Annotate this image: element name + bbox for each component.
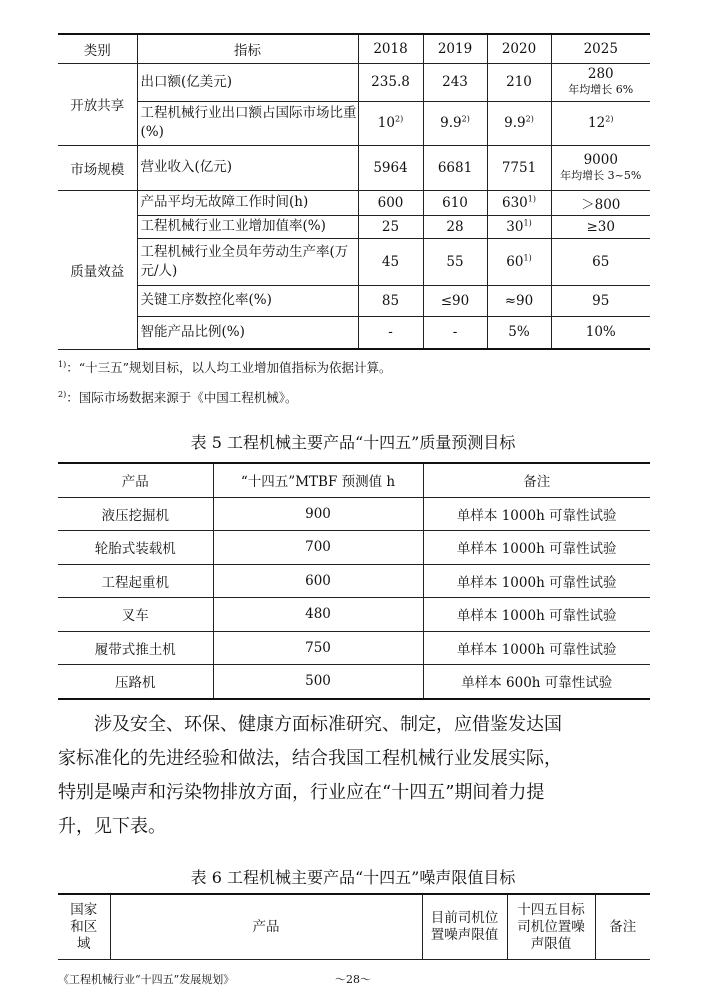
value-cell: 5964 <box>358 145 423 190</box>
noise-table <box>58 893 650 960</box>
remark-cell: 单样本 1000h 可靠性试验 <box>423 598 650 632</box>
value-cell: ≤90 <box>423 285 487 316</box>
cell-value: 60 <box>506 253 524 270</box>
footnote-1 <box>58 358 392 376</box>
value-cell <box>487 101 551 145</box>
value-cell <box>551 63 650 101</box>
indicator-cell: 营业收入(亿元) <box>137 145 358 190</box>
header-cell: 2019 <box>423 34 487 63</box>
table-row <box>58 631 650 665</box>
table-row <box>58 215 650 238</box>
paragraph-line: 家标准化的先进经验和做法，结合我国工程机械行业发展实际， <box>58 748 562 769</box>
footer-title: 《工程机械行业“十四五”发展规划》 <box>58 973 235 986</box>
cell-value: 630 <box>502 194 528 211</box>
header-cell: 目前司机位置噪声限值 <box>422 894 507 960</box>
table-row <box>58 101 650 145</box>
header-cell: 指标 <box>137 34 358 63</box>
value-cell: 10% <box>551 316 650 349</box>
growth-note: 年均增长 3~5% <box>560 168 642 182</box>
product-cell: 轮胎式装载机 <box>58 531 213 565</box>
indicator-cell: 出口额(亿美元) <box>137 63 358 101</box>
footnote-mark: 2) <box>525 114 534 124</box>
target-value: 9000 <box>583 151 618 168</box>
table-header-row <box>58 894 650 960</box>
footnote-mark: 1) <box>523 218 532 227</box>
table6-caption: 表 6 工程机械主要产品“十四五”噪声限值目标 <box>190 868 516 887</box>
header-cell: 国家和区域 <box>58 894 110 960</box>
value-cell <box>551 101 650 145</box>
indicator-cell: 智能产品比例(%) <box>137 316 358 349</box>
growth-note: 年均增长 6% <box>568 83 634 96</box>
value-cell <box>487 215 551 238</box>
value-cell: 600 <box>358 190 423 215</box>
mtbf-table <box>58 462 650 700</box>
footnote-text: ：“十三五”规划目标，以人均工业增加值指标为依据计算。 <box>66 360 392 375</box>
remark-cell: 单样本 1000h 可靠性试验 <box>423 531 650 565</box>
value-cell: 7751 <box>487 145 551 190</box>
table-row <box>58 238 650 285</box>
remark-cell: 单样本 1000h 可靠性试验 <box>423 631 650 665</box>
table-row <box>58 564 650 598</box>
cell-value: 12 <box>588 115 606 131</box>
remark-cell: 单样本 1000h 可靠性试验 <box>423 564 650 598</box>
value-cell <box>487 190 551 215</box>
indicator-cell: 工程机械行业全员年劳动生产率(万元/人) <box>137 238 358 285</box>
value-cell: ≥30 <box>551 215 650 238</box>
cell-value: 9.9 <box>440 115 462 131</box>
header-cell: 2025 <box>551 34 650 63</box>
value-cell: ＞800 <box>551 190 650 215</box>
value-cell: ≈90 <box>487 285 551 316</box>
header-cell: 2018 <box>358 34 423 63</box>
table-row <box>58 531 650 565</box>
category-cell: 开放共享 <box>58 63 137 145</box>
table-header-row <box>58 463 650 497</box>
header-cell: “十四五”MTBF 预测值 h <box>213 463 423 497</box>
value-cell: 28 <box>423 215 487 238</box>
footnote-mark: 1) <box>523 253 532 262</box>
value-cell: 65 <box>551 238 650 285</box>
page-number: ～28～ <box>335 973 371 986</box>
header-cell: 备注 <box>595 894 650 960</box>
mtbf-cell: 900 <box>213 497 423 531</box>
value-cell <box>551 145 650 190</box>
header-cell: 产品 <box>58 463 213 497</box>
footnote-2 <box>58 388 297 406</box>
footnote-text: ：国际市场数据来源于《中国工程机械》。 <box>66 390 298 405</box>
footnote-mark: 2) <box>605 114 614 124</box>
header-cell: 类别 <box>58 34 137 63</box>
footnote-mark: 2) <box>461 114 470 124</box>
table-row <box>58 63 650 101</box>
header-cell: 2020 <box>487 34 551 63</box>
value-cell: 210 <box>487 63 551 101</box>
table-row <box>58 190 650 215</box>
target-value: 280 <box>587 66 614 82</box>
value-cell: 235.8 <box>358 63 423 101</box>
mtbf-cell: 480 <box>213 598 423 632</box>
product-cell: 液压挖掘机 <box>58 497 213 531</box>
product-cell: 工程起重机 <box>58 564 213 598</box>
table-row <box>58 285 650 316</box>
value-cell: 85 <box>358 285 423 316</box>
remark-cell: 单样本 600h 可靠性试验 <box>423 665 650 699</box>
mtbf-cell: 500 <box>213 665 423 699</box>
table-row <box>58 598 650 632</box>
value-cell: 95 <box>551 285 650 316</box>
table-row <box>58 145 650 190</box>
indicator-cell: 产品平均无故障工作时间(h) <box>137 190 358 215</box>
header-cell: 产品 <box>110 894 422 960</box>
value-cell: 610 <box>423 190 487 215</box>
body-paragraph <box>58 708 650 844</box>
product-cell: 履带式推土机 <box>58 631 213 665</box>
table-row <box>58 316 650 349</box>
value-cell <box>423 101 487 145</box>
value-cell: 25 <box>358 215 423 238</box>
footnote-mark: 2) <box>58 389 67 399</box>
value-cell: 243 <box>423 63 487 101</box>
table-row <box>58 497 650 531</box>
indicator-cell: 关键工序数控化率(%) <box>137 285 358 316</box>
value-cell: 55 <box>423 238 487 285</box>
product-cell: 叉车 <box>58 598 213 632</box>
value-cell: 45 <box>358 238 423 285</box>
remark-cell: 单样本 1000h 可靠性试验 <box>423 497 650 531</box>
indicator-table <box>58 33 650 350</box>
indicator-cell: 工程机械行业工业增加值率(%) <box>137 215 358 238</box>
category-cell: 市场规模 <box>58 145 137 190</box>
footnote-mark: 1) <box>58 359 67 369</box>
paragraph-line: 特别是噪声和污染物排放方面，行业应在“十四五”期间着力提 <box>58 782 545 803</box>
value-cell <box>358 101 423 145</box>
table-header-row <box>58 34 650 63</box>
value-cell <box>487 238 551 285</box>
mtbf-cell: 700 <box>213 531 423 565</box>
value-cell: - <box>423 316 487 349</box>
product-cell: 压路机 <box>58 665 213 699</box>
value-cell: - <box>358 316 423 349</box>
mtbf-cell: 600 <box>213 564 423 598</box>
table5-caption: 表 5 工程机械主要产品“十四五”质量预测目标 <box>190 433 516 452</box>
indicator-cell: 工程机械行业出口额占国际市场比重(%) <box>137 101 358 145</box>
value-cell: 6681 <box>423 145 487 190</box>
header-cell: 十四五目标司机位置噪声限值 <box>507 894 595 960</box>
mtbf-cell: 750 <box>213 631 423 665</box>
cell-value: 9.9 <box>504 115 526 131</box>
footnote-mark: 1) <box>527 194 536 203</box>
category-cell: 质量效益 <box>58 190 137 349</box>
cell-value: 10 <box>377 115 395 131</box>
paragraph-line: 升，见下表。 <box>58 816 166 837</box>
cell-value: 30 <box>506 218 524 235</box>
header-cell: 备注 <box>423 463 650 497</box>
footnote-mark: 2) <box>394 114 404 124</box>
value-cell: 5% <box>487 316 551 349</box>
table-row <box>58 665 650 699</box>
paragraph-line: 涉及安全、环保、健康方面标准研究、制定，应借鉴发达国 <box>94 714 562 735</box>
